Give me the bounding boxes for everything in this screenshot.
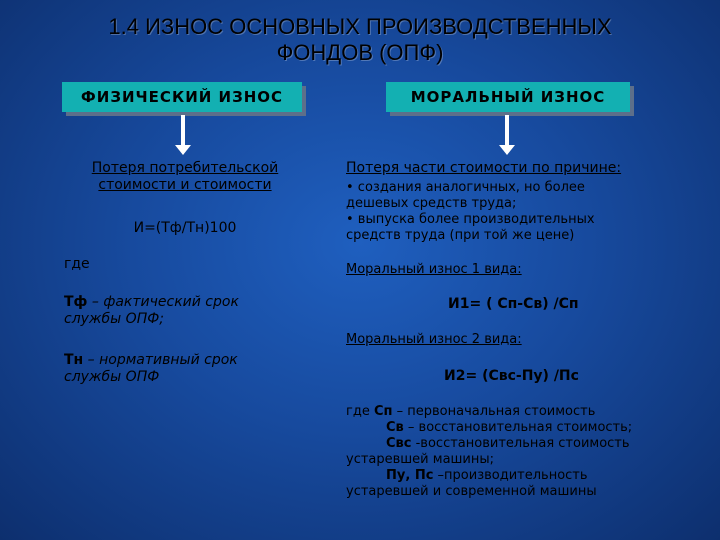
moral-wear-type2-label: Моральный износ 2 вида: <box>346 332 522 347</box>
physical-wear-description <box>40 160 330 194</box>
sp-abbr: Сп <box>373 404 393 419</box>
pu-abbr: Пу, Пс <box>386 468 434 483</box>
right-arrow-shaft <box>505 115 509 147</box>
physical-wear-header: ФИЗИЧЕСКИЙ ИЗНОС <box>62 82 302 112</box>
moral-wear-type1-label: Моральный износ 1 вида: <box>346 262 522 277</box>
sp-desc: – первоначальная стоимость <box>392 404 596 419</box>
tf-desc-line-1: – фактический срок <box>87 294 239 310</box>
reason-2-line-2: средств труда (при той же цене) <box>346 228 575 243</box>
pu-desc-line-1: –производительность <box>433 468 588 483</box>
tf-abbr: Тф <box>64 294 88 310</box>
sv-desc: – восстановительная стоимость; <box>403 420 633 435</box>
moral-wear-legend <box>346 404 706 500</box>
reason-1-line-2: дешевых средств труда; <box>346 196 517 211</box>
tn-desc-line-2: службы ОПФ <box>64 369 160 385</box>
title-line-2: ФОНДОВ (ОПФ) <box>276 40 444 65</box>
tn-abbr: Тн <box>64 352 84 368</box>
pu-desc-line-2: устаревшей и современной машины <box>346 484 597 499</box>
reason-2-line-1: • выпуска более производительных <box>346 212 595 227</box>
svs-abbr: Свс <box>386 436 412 451</box>
left-arrow-shaft <box>181 115 185 147</box>
right-where-label: где <box>346 404 370 419</box>
moral-wear-type1-formula: И1= ( Сп-Св) /Сп <box>448 296 579 312</box>
svs-desc-line-1: -восстановительная стоимость <box>411 436 630 451</box>
physical-desc-line-1: Потеря потребительской <box>91 160 279 176</box>
left-where-label: где <box>64 256 90 272</box>
moral-wear-description: Потеря части стоимости по причине: <box>346 160 622 176</box>
tn-definition <box>64 352 334 386</box>
moral-wear-reasons <box>346 180 706 244</box>
tn-desc-line-1: – нормативный срок <box>83 352 238 368</box>
title-line-1: 1.4 ИЗНОС ОСНОВНЫХ ПРОИЗВОДСТВЕННЫХ <box>108 14 612 39</box>
physical-wear-formula: И=(Тф/Тн)100 <box>133 220 237 236</box>
svs-desc-line-2: устаревшей машины; <box>346 452 495 467</box>
left-arrow-head-icon <box>175 145 191 155</box>
moral-wear-header: МОРАЛЬНЫЙ ИЗНОС <box>386 82 630 112</box>
tf-desc-line-2: службы ОПФ; <box>64 311 164 327</box>
right-arrow-head-icon <box>499 145 515 155</box>
reason-1-line-1: • создания аналогичных, но более <box>346 180 585 195</box>
tf-definition <box>64 294 334 328</box>
moral-wear-type2-formula: И2= (Свс-Пу) /Пс <box>444 368 579 384</box>
physical-desc-line-2: стоимости и стоимости <box>98 177 272 193</box>
sv-abbr: Св <box>386 420 404 435</box>
slide-title <box>40 14 680 66</box>
